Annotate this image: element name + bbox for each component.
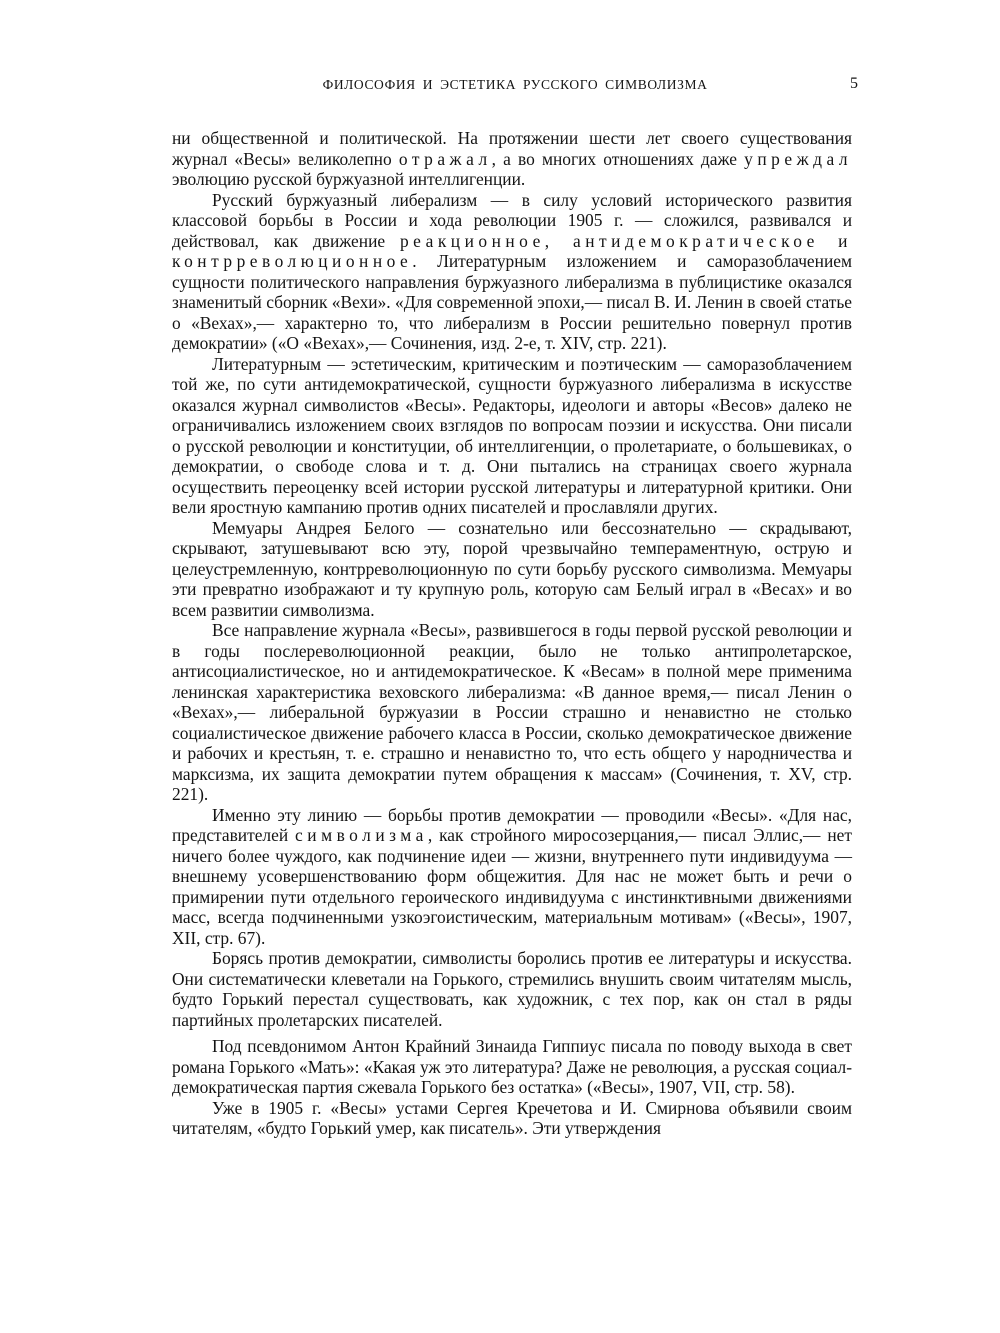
page-number: 5 xyxy=(850,75,858,92)
paragraph-4: Мемуары Андрея Белого — сознательно или бессознательно — скрадывают, скрывают, затушевывают всю эту, порой чрезвычайно темпераментную, острую и целеустремленную, контрреволюционную по сути борьбу русского символизма. Мемуары эти превратно изображают и ту крупную роль, которую сам Белый играл в «Весах» и во всем развитии символизма. xyxy=(172,517,852,620)
paragraph-2: Русский буржуазный либерализм — в силу условий исторического развития классовой борьбы в России и хода революции 1905 г. — сложился, развивался и действовал, как движение реакционное, антидемократическое и контрреволюционное. Литературным изложением и саморазоблачением сущности политического направления буржуазного либерализма в публицистике оказался знаменитый сборник «Вехи». «Для современной эпохи,— писал В. И. Ленин в своей статье о «Вехах»,— характерно то, что либерализм в России решительно повернул против демократии» («О «Вехах»,— Сочинения, изд. 2-е, т. XIV, стр. 221). xyxy=(172,189,852,353)
body-text xyxy=(172,128,852,1139)
running-header xyxy=(172,73,858,99)
paragraph-9: Уже в 1905 г. «Весы» устами Сергея Кречетова и И. Смирнова объявили своим читателям, «будто Горький умер, как писатель». Эти утверждения xyxy=(172,1097,852,1138)
spaced-emphasis: упреждал xyxy=(744,148,853,169)
paragraph-8: Под псевдонимом Антон Крайний Зинаида Гиппиус писала по поводу выхода в свет романа Горького «Мать»: «Какая уж это литература? Даже не революция, а русская социал-демократическая партия сжевала Горького без остатка» («Весы», 1907, VII, стр. 58). xyxy=(172,1036,852,1097)
paragraph-7: Борясь против демократии, символисты боролись против ее литературы и искусства. Они систематически клеветали на Горького, стремились внушить своим читателям мысль, будто Горький перестал существовать, как художник, с тех пор, как он стал в ряды партийных пролетарских писателей. xyxy=(172,948,852,1030)
spaced-emphasis: реакционное, антидемократическое и контрреволюционное xyxy=(172,230,852,271)
paragraph-6: Именно эту линию — борьбы против демократии — проводили «Весы». «Для нас, представителей символизма, как стройного миросозерцания,— писал Эллис,— нет ничего более чуждого, как подчинение идеи — жизни, внутреннего пути индивидуума — внешнему усовершенствованию форм общежития. Для нас не может быть и речи о примирении пути отдельного героического индивидуума с инстинктивными движениями масс, всегда подчиненными узкоэгоистическим, материальным мотивам» («Весы», 1907, XII, стр. 67). xyxy=(172,804,852,948)
running-title: ФИЛОСОФИЯ И ЭСТЕТИКА РУССКОГО СИМВОЛИЗМА xyxy=(322,77,708,92)
spaced-emphasis: отражал xyxy=(398,148,492,169)
paragraph-1: ни общественной и политической. На протяжении шести лет своего существования журнал «Весы» великолепно отражал, а во многих отношениях даже упреждал эволюцию русской буржуазной интеллигенции. xyxy=(172,128,853,189)
paragraph-3: Литературным — эстетическим, критическим и поэтическим — саморазоблачением той же, по сути антидемократической, сущности буржуазного либерализма в искусстве оказался журнал символистов «Весы». Редакторы, идеологи и авторы «Весов» далеко не ограничивались изложением своих взглядов по вопросам поэзии и искусства. Они писали о русской революции и конституции, об интеллигенции, о пролетариате, о большевиках, о демократии, о свободе слова и т. д. Они пытались на страницах своего журнала осуществить переоценку всей истории русской литературы и литературной критики. Они вели яростную кампанию против одних писателей и прославляли других. xyxy=(172,353,852,517)
spaced-emphasis: символизма xyxy=(295,825,428,845)
paragraph-5: Все направление журнала «Весы», развившегося в годы первой русской революции и в годы послереволюционной реакции, было не только антипролетарское, антисоциалистическое, но и антидемократическое. К «Весам» в полной мере применима ленинская характеристика веховского либерализма: «В данное время,— писал Ленин о «Вехах»,— либеральной буржуазии в России страшно и ненавистно не столько социалистическое движение рабочего класса в России, сколько демократическое движение и рабочих и крестьян, т. е. страшно и ненавистно то, что есть общего у народничества и марксизма, их защита демократии путем обращения к массам» (Сочинения, т. XV, стр. 221). xyxy=(172,620,852,804)
